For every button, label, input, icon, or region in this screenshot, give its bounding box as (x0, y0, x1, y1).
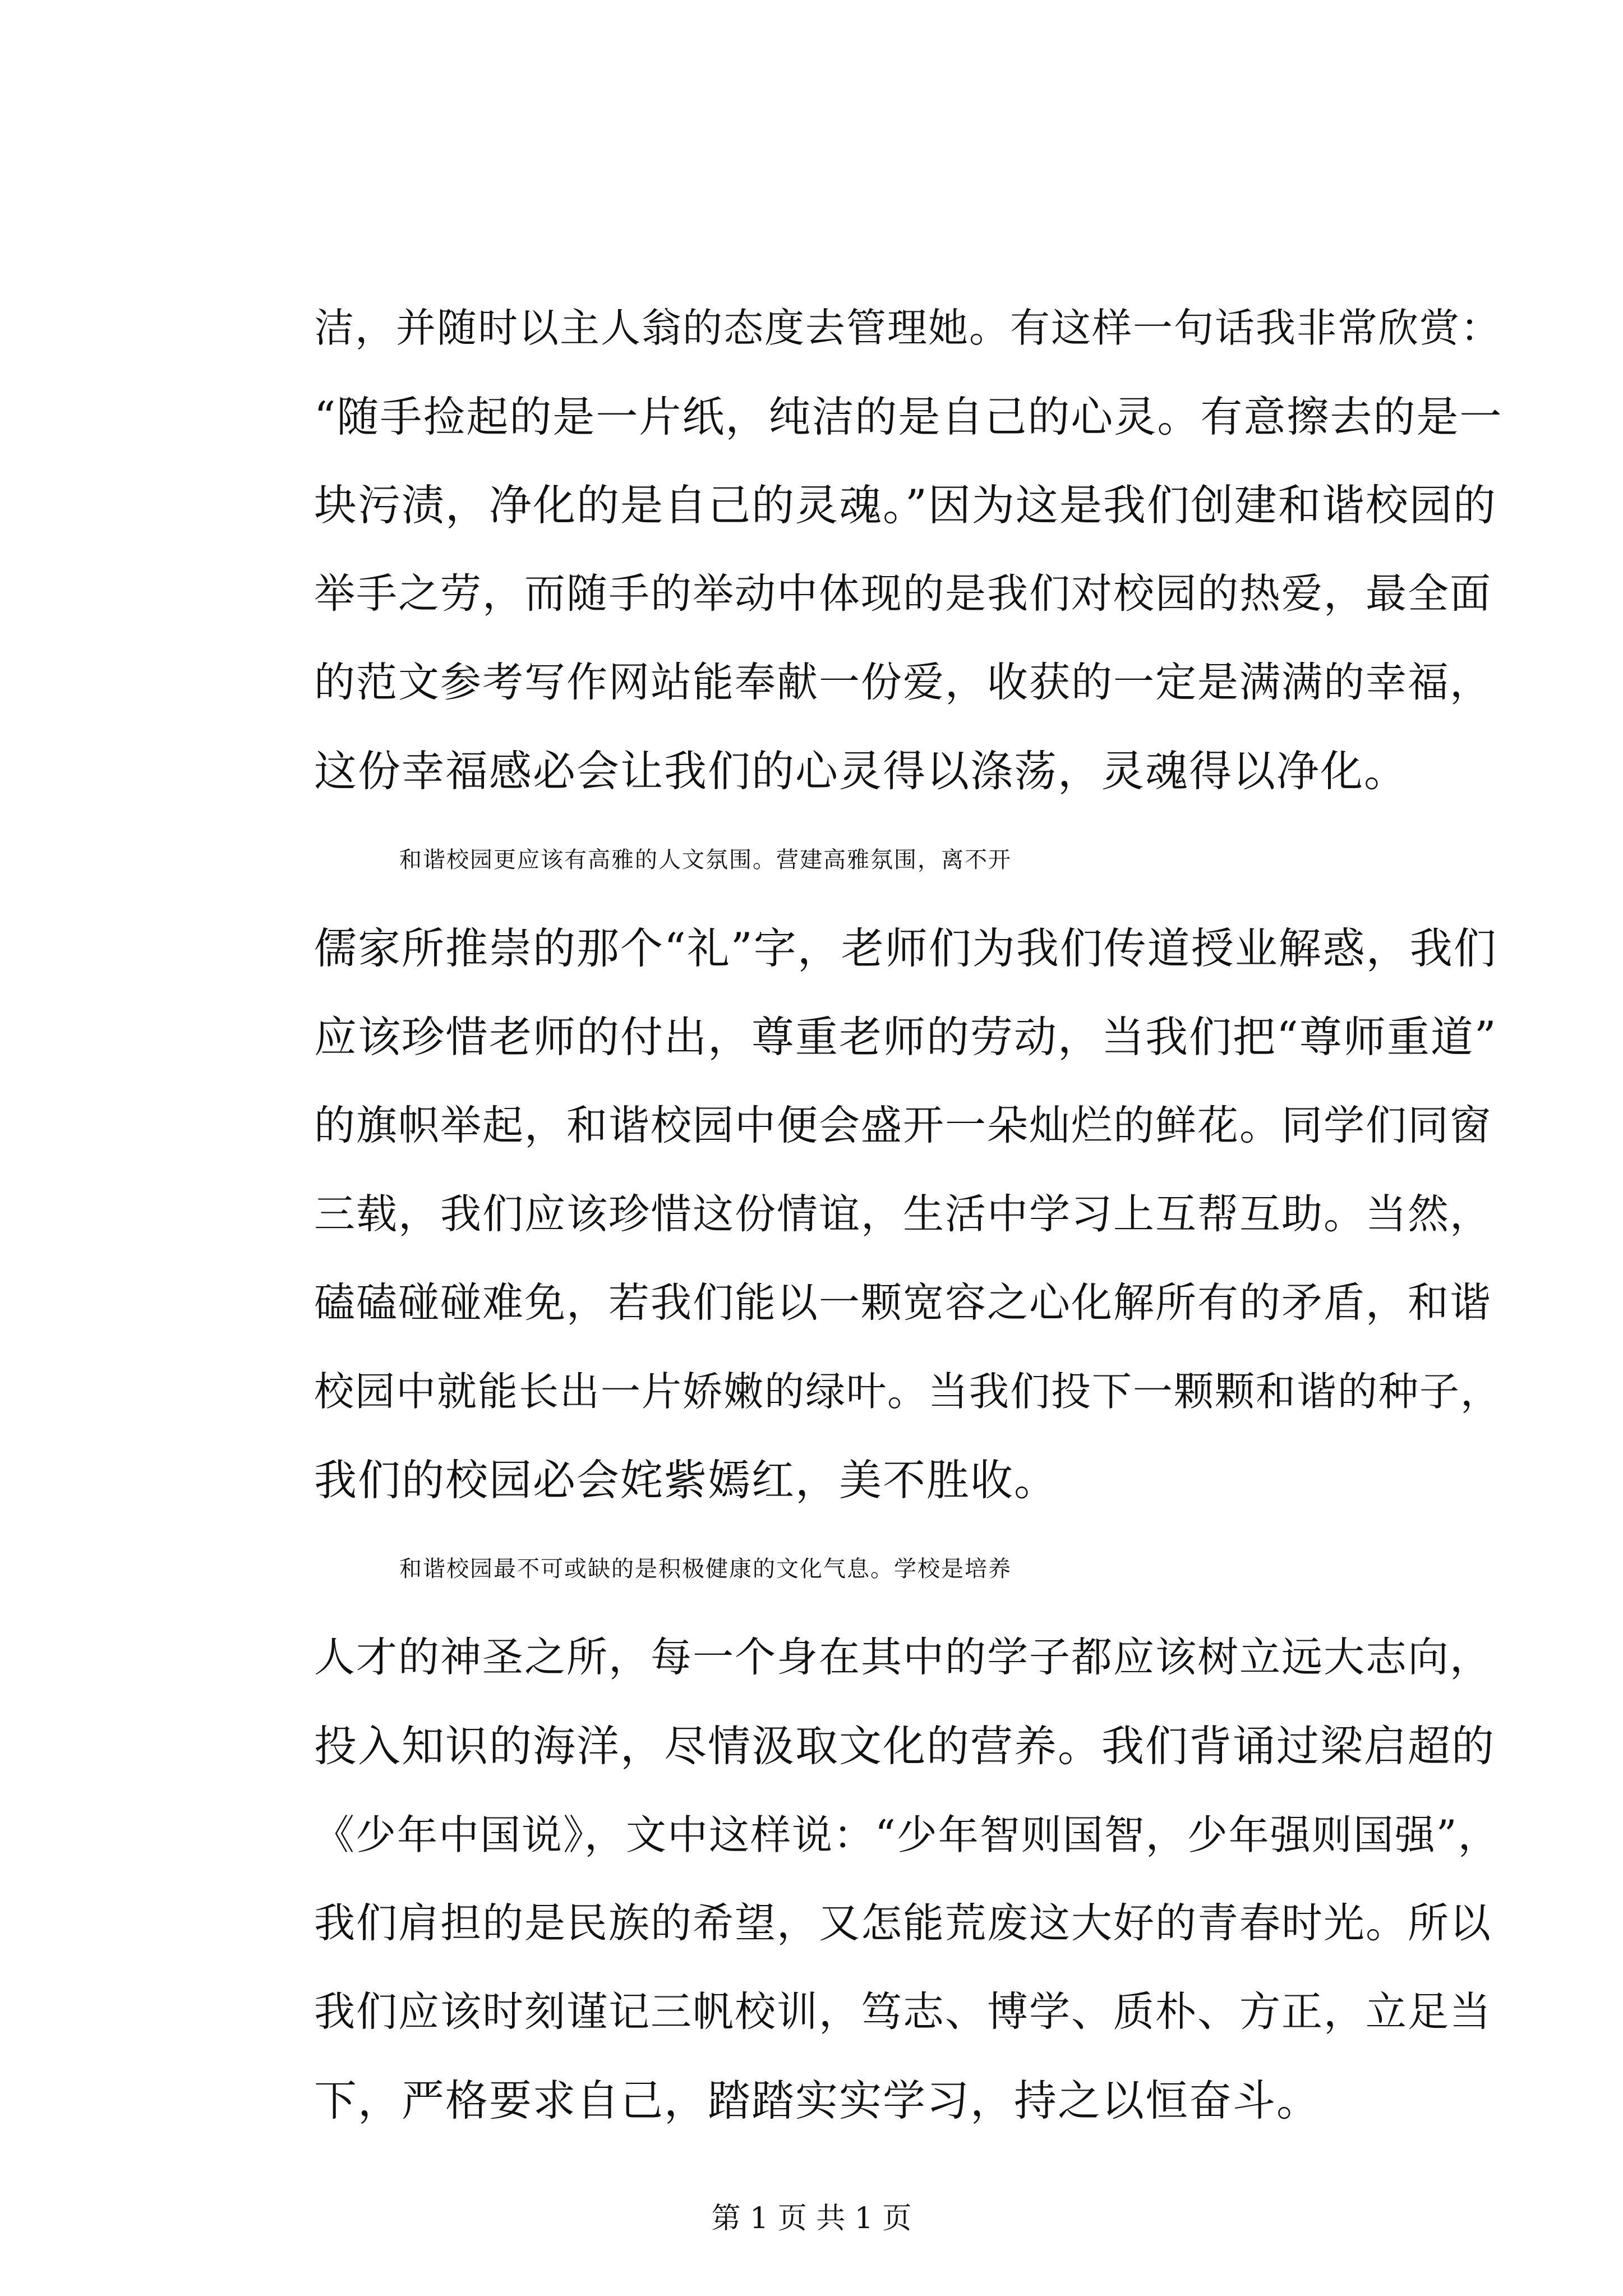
paragraph-3-line-3: 投入知识的海洋，尽情汲取文化的营养。我们背诵过梁启超的 (314, 1721, 1495, 1771)
paragraph-3-line-2: 人才的神圣之所，每一个身在其中的学子都应该树立远大志向， (314, 1634, 1492, 1681)
paragraph-2-line-8: 我们的校园必会姹紫嫣红，美不胜收。 (314, 1455, 1058, 1505)
paragraph-2-line-7: 校园中就能长出一片娇嫩的绿叶。当我们投下一颗颗和谐的种子， (314, 1368, 1502, 1415)
paragraph-1-line-3: 块污渍，净化的是自己的灵魂。”因为这是我们创建和谐校园的 (314, 480, 1497, 530)
paragraph-3-line-4: 《少年中国说》，文中这样说：“少年智则国智，少年强则国强”， (314, 1811, 1500, 1858)
paragraph-1-line-5: 的范文参考写作网站能奉献一份爱，收获的一定是满满的幸福， (314, 659, 1492, 706)
paragraph-2-line-6: 磕磕碰碰难免，若我们能以一颗宽容之心化解所有的矛盾，和谐 (314, 1279, 1492, 1327)
paragraph-3-line-5: 我们肩担的是民族的希望，又怎能荒废这大好的青春时光。所以 (314, 1899, 1492, 1947)
page-footer: 第 1 页 共 1 页 (711, 2202, 912, 2235)
paragraph-1-line-2: “随手捡起的是一片纸，纯洁的是自己的心灵。有意擦去的是一 (314, 392, 1503, 441)
paragraph-2-line-3: 应该珍惜老师的付出，尊重老师的劳动，当我们把“尊师重道” (314, 1012, 1497, 1062)
paragraph-2-line-2: 儒家所推崇的那个“礼”字，老师们为我们传道授业解惑，我们 (314, 923, 1497, 973)
paragraph-1-line-4: 举手之劳，而随手的举动中体现的是我们对校园的热爱，最全面 (314, 570, 1492, 618)
paragraph-1-line-6: 这份幸福感必会让我们的心灵得以涤荡，灵魂得以净化。 (314, 746, 1408, 796)
paragraph-1-line-1: 洁，并随时以主人翁的态度去管理她。有这样一句话我非常欣赏： (314, 305, 1502, 351)
paragraph-3-line-7: 下，严格要求自己，踏踏实实学习，持之以恒奋斗。 (314, 2076, 1320, 2125)
paragraph-3-line-1: 和谐校园最不可或缺的是积极健康的文化气息。学校是培养 (399, 1556, 1012, 1582)
paragraph-2-line-1: 和谐校园更应该有高雅的人文氛围。营建高雅氛围，离不开 (399, 847, 1012, 873)
paragraph-3-line-6: 我们应该时刻谨记三帆校训，笃志、博学、质朴、方正，立足当 (314, 1988, 1492, 2036)
paragraph-2-line-4: 的旗帜举起，和谐校园中便会盛开一朵灿烂的鲜花。同学们同窗 (314, 1102, 1492, 1149)
paragraph-2-line-5: 三载，我们应该珍惜这份情谊，生活中学习上互帮互助。当然， (314, 1190, 1492, 1238)
